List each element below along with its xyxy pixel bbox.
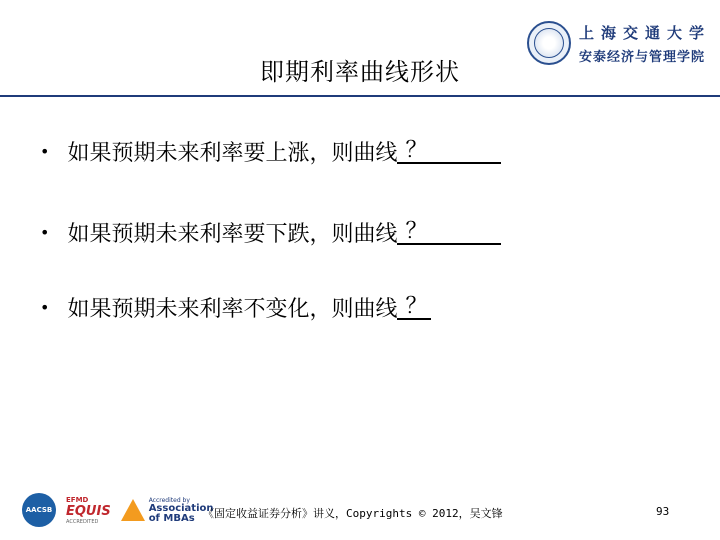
university-name: 上海交通大学 [579, 23, 712, 42]
slide-title: 即期利率曲线形状 [260, 58, 460, 86]
equis-top-label: EFMD [66, 495, 89, 504]
equis-logo [66, 496, 111, 525]
title-divider [0, 95, 720, 97]
equis-sub-label: ACCREDITED [66, 518, 99, 525]
school-name: 安泰经济与管理学院 [579, 49, 706, 65]
bullet-dot-icon: • [40, 298, 50, 317]
bullet-item [40, 217, 501, 248]
amba-triangle-icon [121, 499, 145, 521]
bullet-item [40, 292, 431, 323]
accreditation-logos [22, 490, 214, 530]
equis-label: EQUIS [66, 503, 111, 519]
copyright-footer: 《固定收益证券分析》讲义，Copyrights © 2012，吴文锋 [203, 507, 503, 520]
bullet-dot-icon: • [40, 142, 50, 161]
bullet-dot-icon: • [40, 223, 50, 242]
bullet-text: 如果预期未来利率要下跌，则曲线 [67, 222, 398, 247]
amba-logo [121, 497, 214, 524]
amba-line1: Association [148, 502, 214, 514]
answer-blank: ？ [397, 221, 501, 245]
answer-blank: ？ [397, 140, 501, 164]
bullet-text: 如果预期未来利率不变化，则曲线 [67, 297, 398, 322]
bullet-text: 如果预期未来利率要上涨，则曲线 [67, 141, 398, 166]
amba-line2: of MBAs [148, 512, 195, 524]
answer-blank: ？ [397, 296, 431, 320]
amba-small-label: Accredited by [148, 496, 190, 504]
bullet-item [40, 136, 501, 167]
aacsb-logo-icon: AACSB [22, 493, 56, 527]
page-number: 93 [656, 505, 670, 518]
